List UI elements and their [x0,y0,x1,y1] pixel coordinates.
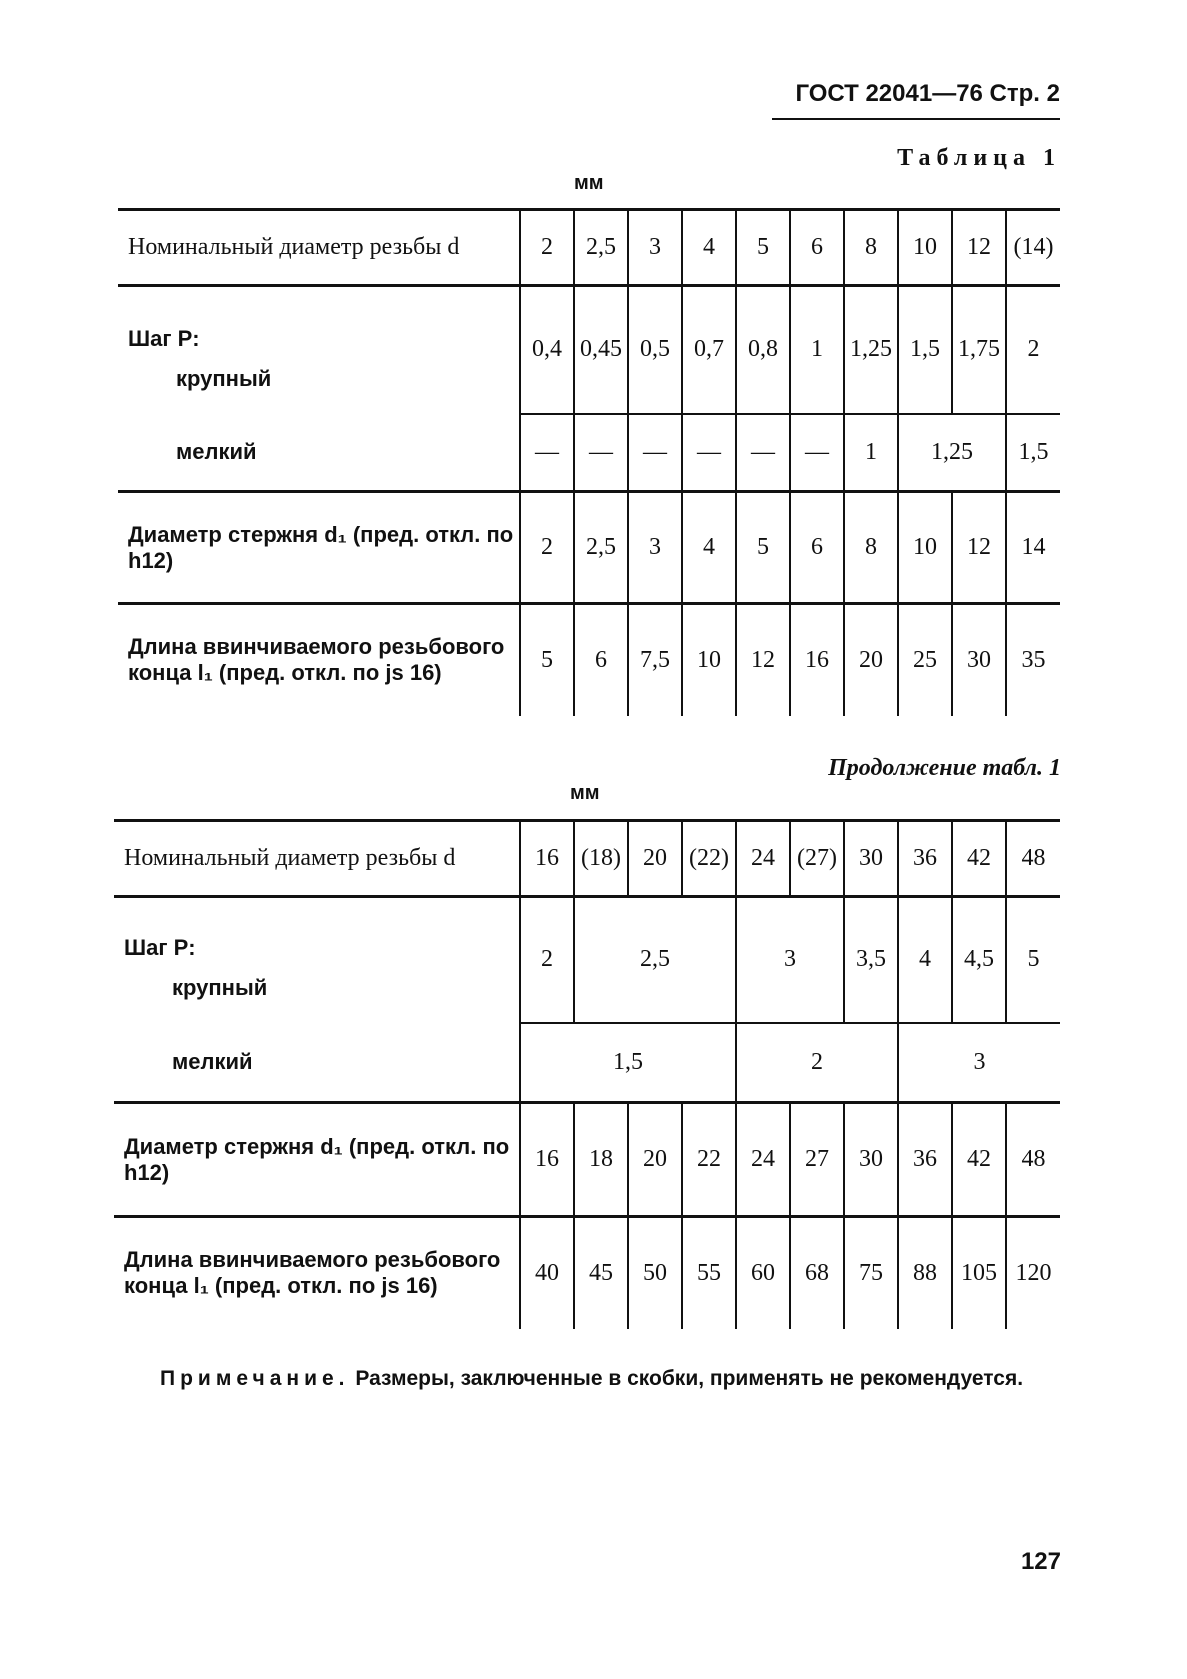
length-cell: 60 [736,1217,790,1329]
stud-diameter-cell: 22 [682,1103,736,1217]
coarse-pitch-cell: 4 [898,897,952,1023]
fine-pitch-cell: — [628,414,682,492]
table-2-units: мм [570,782,600,804]
table-1 [118,208,1060,716]
fine-pitch-cell: 2 [736,1023,898,1103]
coarse-pitch-cell: 5 [1006,897,1060,1023]
diameter-cell: 16 [520,821,574,897]
page-number: 127 [1020,1548,1061,1575]
coarse-pitch-cell: 2,5 [574,897,736,1023]
table-1-label: Таблица 1 [897,145,1061,171]
length-label: Длина ввинчиваемого резьбового конца l₁ (пред. откл. по js 16) [118,604,520,716]
length-cell: 120 [1006,1217,1060,1329]
length-cell: 12 [736,604,790,716]
coarse-pitch-cell: 0,4 [520,286,574,414]
stud-diameter-cell: 3 [628,492,682,604]
coarse-pitch-cell: 4,5 [952,897,1006,1023]
fine-pitch-label-cell [118,414,520,492]
diameter-cell: 6 [790,210,844,286]
pitch-label: Шаг P: [128,325,200,351]
length-cell: 16 [790,604,844,716]
length-label: Длина ввинчиваемого резьбового конца l₁ (пред. откл. по js 16) [114,1217,520,1329]
pitch-label-cell [114,897,520,1023]
diameter-cell: (14) [1006,210,1060,286]
pitch-label-cell [118,286,520,414]
length-cell: 75 [844,1217,898,1329]
coarse-pitch-row [114,897,1060,1023]
stud-diameter-cell: 2 [520,492,574,604]
diameter-cell: (22) [682,821,736,897]
fine-pitch-cell: 1 [844,414,898,492]
pitch-label: Шаг P: [124,934,196,960]
stud-diameter-row [118,492,1060,604]
stud-diameter-label: Диаметр стержня d₁ (пред. откл. по h12) [114,1103,520,1217]
stud-diameter-cell: 8 [844,492,898,604]
length-cell: 30 [952,604,1006,716]
length-cell: 45 [574,1217,628,1329]
note-text: Размеры, заключенные в скобки, применять не рекомендуется. [355,1367,1024,1390]
stud-diameter-cell: 24 [736,1103,790,1217]
diameter-cell: 2,5 [574,210,628,286]
coarse-pitch-label: крупный [172,974,268,1000]
table-1-units: мм [574,172,604,194]
length-cell: 5 [520,604,574,716]
length-cell: 25 [898,604,952,716]
length-cell: 40 [520,1217,574,1329]
stud-diameter-cell: 16 [520,1103,574,1217]
fine-pitch-cell: 1,25 [898,414,1006,492]
fine-pitch-cell: 1,5 [520,1023,736,1103]
diameter-cell: 48 [1006,821,1060,897]
stud-diameter-cell: 2,5 [574,492,628,604]
note-lead: Примечание. [160,1367,350,1390]
length-cell: 35 [1006,604,1060,716]
length-cell: 20 [844,604,898,716]
length-row [118,604,1060,716]
stud-diameter-cell: 27 [790,1103,844,1217]
stud-diameter-cell: 30 [844,1103,898,1217]
fine-pitch-label-cell [114,1023,520,1103]
diameter-row [118,210,1060,286]
coarse-pitch-cell: 3 [736,897,844,1023]
stud-diameter-row [114,1103,1060,1217]
fine-pitch-cell: 1,5 [1006,414,1060,492]
stud-diameter-cell: 12 [952,492,1006,604]
diameter-cell: 12 [952,210,1006,286]
fine-pitch-label: мелкий [176,438,257,464]
coarse-pitch-cell: 0,45 [574,286,628,414]
fine-pitch-row [114,1023,1060,1103]
coarse-pitch-cell: 1,25 [844,286,898,414]
diameter-cell: 42 [952,821,1006,897]
diameter-cell: 10 [898,210,952,286]
stud-diameter-cell: 4 [682,492,736,604]
length-cell: 55 [682,1217,736,1329]
document-header: ГОСТ 22041—76 Стр. 2 [795,80,1060,107]
fine-pitch-cell: 3 [898,1023,1060,1103]
stud-diameter-cell: 10 [898,492,952,604]
stud-diameter-cell: 5 [736,492,790,604]
coarse-pitch-cell: 0,5 [628,286,682,414]
diameter-cell: 5 [736,210,790,286]
length-cell: 10 [682,604,736,716]
fine-pitch-cell: — [520,414,574,492]
coarse-pitch-cell: 2 [1006,286,1060,414]
stud-diameter-cell: 18 [574,1103,628,1217]
coarse-pitch-row [118,286,1060,414]
stud-diameter-cell: 20 [628,1103,682,1217]
length-cell: 7,5 [628,604,682,716]
diameter-row [114,821,1060,897]
fine-pitch-label: мелкий [172,1048,253,1074]
length-row [114,1217,1060,1329]
diameter-cell: 30 [844,821,898,897]
coarse-pitch-cell: 0,7 [682,286,736,414]
table-note [114,1364,1060,1394]
diameter-cell: (27) [790,821,844,897]
coarse-pitch-cell: 1 [790,286,844,414]
diameter-cell: 24 [736,821,790,897]
length-cell: 105 [952,1217,1006,1329]
fine-pitch-cell: — [574,414,628,492]
diameter-cell: (18) [574,821,628,897]
stud-diameter-cell: 14 [1006,492,1060,604]
length-cell: 88 [898,1217,952,1329]
coarse-pitch-label: крупный [176,365,272,391]
diameter-cell: 4 [682,210,736,286]
fine-pitch-cell: — [682,414,736,492]
stud-diameter-cell: 48 [1006,1103,1060,1217]
coarse-pitch-cell: 1,75 [952,286,1006,414]
diameter-cell: 20 [628,821,682,897]
diameter-cell: 3 [628,210,682,286]
fine-pitch-row [118,414,1060,492]
diameter-cell: 36 [898,821,952,897]
diameter-cell: 2 [520,210,574,286]
coarse-pitch-cell: 1,5 [898,286,952,414]
coarse-pitch-cell: 3,5 [844,897,898,1023]
fine-pitch-cell: — [736,414,790,492]
table-1-continuation [114,819,1060,1329]
stud-diameter-cell: 6 [790,492,844,604]
stud-diameter-cell: 36 [898,1103,952,1217]
diameter-label: Номинальный диаметр резьбы d [114,821,520,897]
length-cell: 68 [790,1217,844,1329]
header-rule [772,118,1060,120]
diameter-cell: 8 [844,210,898,286]
coarse-pitch-cell: 2 [520,897,574,1023]
fine-pitch-cell: — [790,414,844,492]
stud-diameter-label: Диаметр стержня d₁ (пред. откл. по h12) [118,492,520,604]
length-cell: 50 [628,1217,682,1329]
length-cell: 6 [574,604,628,716]
table-1-continuation-label: Продолжение табл. 1 [828,755,1061,781]
stud-diameter-cell: 42 [952,1103,1006,1217]
diameter-label: Номинальный диаметр резьбы d [118,210,520,286]
coarse-pitch-cell: 0,8 [736,286,790,414]
